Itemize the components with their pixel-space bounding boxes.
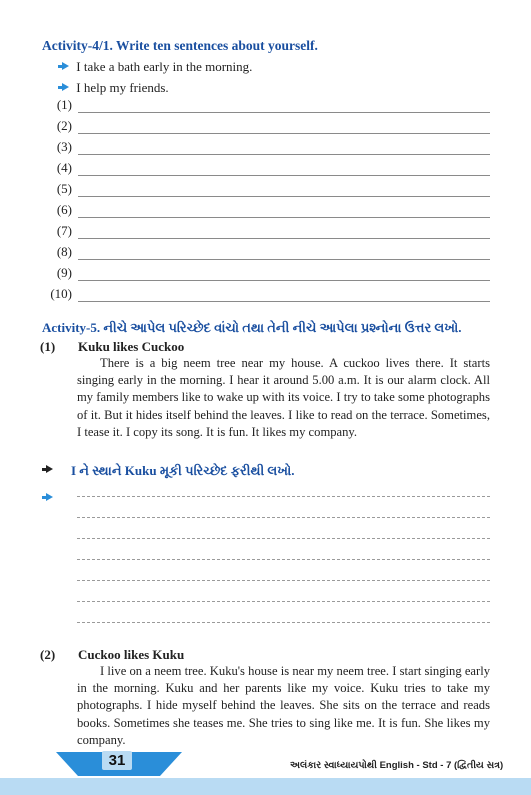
dashed-answer-line[interactable] (77, 517, 490, 518)
line-label: (2) (56, 118, 72, 133)
instruction-text: I ને સ્થાને Kuku મૂકી પરિચ્છેદ ફરીથી લખો. (71, 463, 295, 478)
answer-line[interactable] (78, 175, 490, 176)
arrow-bullet-icon (46, 465, 53, 473)
answer-line[interactable] (78, 154, 490, 155)
page-number-text: 31 (108, 752, 126, 769)
example-sentence-2 (56, 80, 169, 96)
dashed-answer-line[interactable] (77, 580, 490, 581)
writing-line[interactable] (46, 285, 490, 306)
line-label: (4) (56, 160, 72, 175)
line-label: (5) (56, 181, 72, 196)
activity-4-heading: Activity-4/1. Write ten sentences about yourself. (42, 38, 318, 53)
writing-lines (46, 96, 490, 306)
line-label: (7) (56, 223, 72, 238)
answer-line[interactable] (78, 259, 490, 260)
writing-line[interactable] (46, 201, 490, 222)
answer-line[interactable] (78, 196, 490, 197)
writing-line[interactable] (46, 180, 490, 201)
arrow-bullet-icon (62, 62, 69, 70)
example-text: I help my friends. (76, 80, 169, 95)
dashed-answer-line[interactable] (77, 538, 490, 539)
example-sentence-1 (56, 59, 252, 75)
writing-line[interactable] (46, 243, 490, 264)
writing-line[interactable] (46, 264, 490, 285)
part-2-paragraph: I live on a neem tree. Kuku's house is near my neem tree. I start singing early in the morning. Kuku and her parents like my voice. Kuku tries to take my photographs. I hide myself behind the leaves. She sits on the terrace and reads books. Sometimes she teases me. She tries to sing like me. It is fun. She likes my company. (77, 664, 490, 747)
part-2-title: Cuckoo likes Kuku (78, 647, 185, 662)
dashed-answer-line[interactable] (77, 601, 490, 602)
line-label: (9) (56, 265, 72, 280)
answer-line[interactable] (78, 301, 490, 302)
line-label: (3) (56, 139, 72, 154)
part-2-number: (2) (40, 647, 56, 662)
line-label: (1) (56, 97, 72, 112)
part-1-number: (1) (40, 339, 56, 354)
answer-arrow-icon (46, 493, 53, 501)
answer-area[interactable] (77, 480, 490, 623)
answer-line[interactable] (78, 238, 490, 239)
rewrite-instruction (40, 462, 294, 480)
answer-line[interactable] (78, 280, 490, 281)
line-label: (8) (56, 244, 72, 259)
answer-line[interactable] (78, 217, 490, 218)
book-title: અલંકાર સ્વાધ્યાયપોથી English - Std - 7 (દ્વિતીય સત્ર) (290, 760, 504, 771)
part-1-paragraph: There is a big neem tree near my house. A cuckoo lives there. It starts singing early in the morning. I hear it around 5.00 a.m. It is our alarm clock. All my family members like to wake up with its voice. I try to take some photographs of it. But it hides itself behind the leaves. I like to read on the terrace. Sometimes, I tease it. I copy its song. It is fun. It likes my company. (77, 356, 490, 439)
dashed-answer-line[interactable] (77, 622, 490, 623)
arrow-bullet-icon (62, 83, 69, 91)
writing-line[interactable] (46, 222, 490, 243)
part-1-title: Kuku likes Cuckoo (78, 339, 185, 354)
writing-line[interactable] (46, 96, 490, 117)
answer-line[interactable] (78, 112, 490, 113)
dashed-answer-line[interactable] (77, 496, 490, 497)
activity-5-heading: Activity-5. નીચે આપેલ પરિચ્છેદ વાંચો તથા તેની નીચે આપેલા પ્રશ્નોના ઉત્તર લખો. (42, 320, 462, 335)
writing-line[interactable] (46, 138, 490, 159)
writing-line[interactable] (46, 159, 490, 180)
answer-line[interactable] (78, 133, 490, 134)
example-text: I take a bath early in the morning. (76, 59, 253, 74)
line-label: (10) (50, 286, 72, 301)
writing-line[interactable] (46, 117, 490, 138)
dashed-answer-line[interactable] (77, 559, 490, 560)
line-label: (6) (56, 202, 72, 217)
